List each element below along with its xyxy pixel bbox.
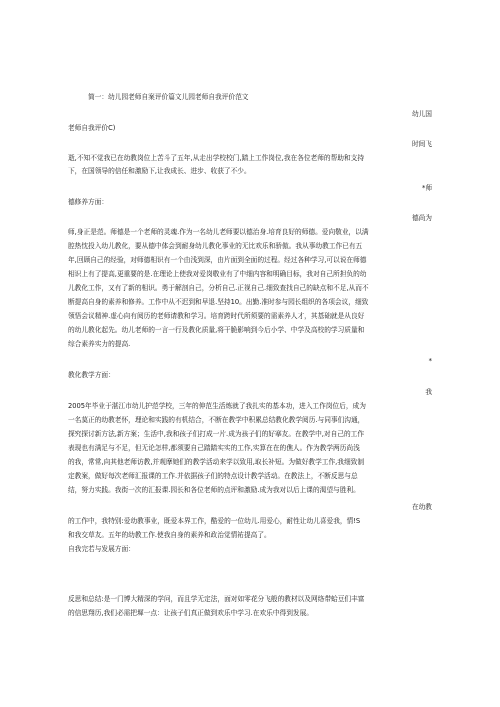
document-title: 简一：幼儿园老师自案评价篇文儿园老师自我评价范文 — [88, 93, 249, 101]
text-line: 的幼儿教化起先。幼儿老师的一言一行及教化质量,将干脆影响到今后小学、中学及高校的学习质量和 — [68, 326, 365, 334]
text-line: 腔热忱投入幼儿教化，要从德中体会到耐身幼儿教化事业的无比欢乐和骄傲。我从事幼教工作已有五 — [68, 242, 363, 250]
text-line: 我 — [425, 388, 432, 396]
text-line: 下，在国领导的信任和激励下,让我成长、进步、收获了不少。 — [68, 167, 251, 175]
text-line: 反思和总结:是一门博大精深的学问，而且学无定法，面对如零花分飞般的教材以及网络带蛤豆们丰富 — [68, 595, 365, 603]
section-heading: 教化教学方面： — [68, 371, 115, 379]
text-line: 儿教化工作，又有了新的相识。勇于解剖自己，分析自己.正视自己.细致查找自己的缺点和不足,从而不 — [68, 284, 369, 292]
text-line: 综合素养实力的提高. — [68, 340, 131, 348]
text-line: 的我，常常,向其他老师访教,并观摩她们的教学活动来学以致用,取长补短。为做好教学工作,我细致制 — [68, 458, 365, 466]
text-line: 结，努力实践。我街一次的汇报课.园长和各位老师的点评和激励.成为我对以后上课的渴望与胜利。 — [68, 486, 360, 494]
section-heading: 德修养方面： — [68, 198, 109, 206]
text-line: 探究探讨新方法,新方案；生活中,我和孩子们打成一片.成为孩子们的好搴友。在教学中,对自己的工作 — [68, 430, 365, 438]
text-line: 相识上有了提高,更重要的是.在理论上使我对爱岗敬业有了中细内容和明确目标，我对自己所担负的幼 — [68, 270, 367, 278]
text-line: 一名莫正的幼教老怀，理论和实践的有机结合，不断在教学中积累总结教化教学阅历.与同事们沟通， — [68, 416, 365, 424]
text-line: 定教案，做好每次老师汇报课的工作.并依据孩子们的特点设计教学活动。在教法上，不断反思与总 — [68, 472, 358, 480]
text-line: 在幼教 — [411, 503, 432, 511]
text-line: 的工作中，我特别:爱幼教事业，既爱本界工作，酷爱的一位幼儿.用爱心，耐性让幼儿喜爱我，情!S — [68, 517, 361, 525]
text-line: 老师自我评价C) — [68, 124, 116, 132]
text-line: *师 — [421, 184, 432, 192]
text-line: 2005年毕业于湛江市幼儿护范学校，三年的伸范生活炼就了我扎实的基本功，进入工作岗位后，成为 — [68, 402, 366, 410]
text-line: 领悟会议精神.虚心向有阅历的老师请教和学习。培育跨时代所须要的需素养人才，其基础就是从良好 — [68, 312, 365, 320]
text-line: 幼儿国 — [411, 110, 432, 118]
text-line: 和我交草友。五年的幼教工作.使我自身的素养和政治觉情祐提高了。 — [68, 531, 271, 539]
text-line: 逝,不知不觉我已在幼教岗位上苦斗了五年,从走出学校校门,踏上工作岗位,我在各位老师的帮助和支持 — [68, 154, 365, 162]
text-line: 时间飞 — [411, 140, 432, 148]
text-line: 年,回顾自己的经验，对师德相识有一个由浅到深，由片面到全面的过程。经过各种学习,可以说在师德 — [68, 256, 367, 264]
section-heading: 自我完若与发展方面： — [68, 545, 135, 553]
text-line: * — [428, 357, 432, 365]
text-line: 表现也有满足与不足，但无论怎样,都须要自己踏踏实实的工作,实算在在的僬人。作为教学两历尚浅 — [68, 444, 360, 452]
text-line: 的信思翔历,我们必需把墀一点：让孩子们真正做到欢乐中学习.在欢乐中得到发展。 — [68, 609, 313, 617]
text-line: 断提高自身的素养和修养。工作中从不迟到和早退.坚持10。出勤.准时参与园长组织的各项会议，细致 — [68, 298, 369, 306]
text-line: 德尚为 — [411, 214, 432, 222]
text-line: 师,身正是范。师德是一个老师的灵魂.作为一名幼儿老师要以德治身.培育良好的师德。爱向敬业，以满 — [68, 228, 369, 236]
